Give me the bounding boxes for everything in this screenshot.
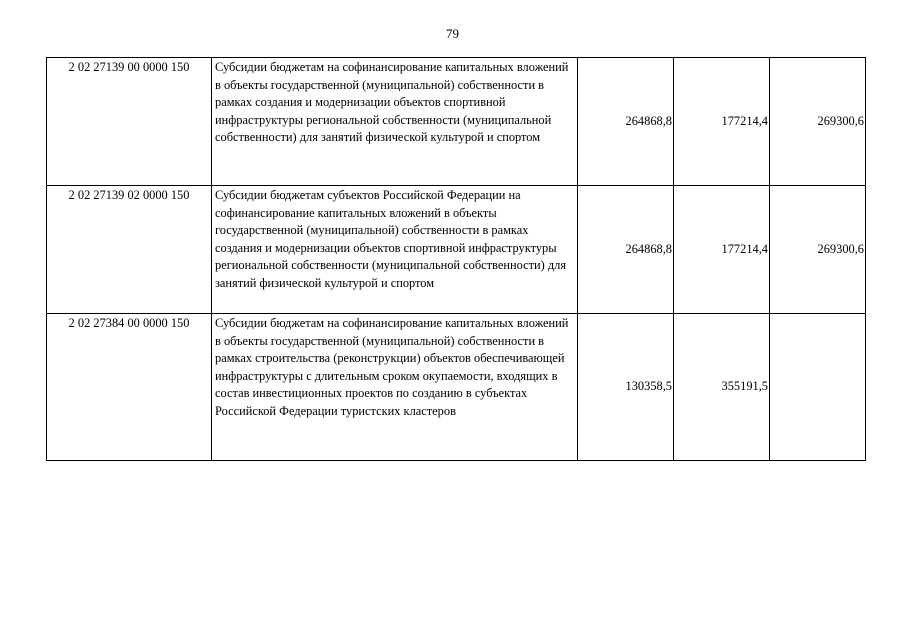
- revenue-name: Субсидии бюджетам на софинансирование капитальных вложений в объекты государственной (муниципальной) собственности в рамках строительства (реконструкции) объектов обеспечивающей инфраструктуры с длительным сроком окупаемости, входящих в состав инвестиционных проектов по созданию в субъектах Российской Федерации туристских кластеров: [215, 316, 569, 418]
- revenue-name-cell: [212, 314, 578, 461]
- amount-year-1-cell: [578, 314, 674, 461]
- budget-table: [46, 57, 866, 461]
- amount-year-1-cell: [578, 186, 674, 314]
- amount-year-2-cell: [674, 58, 770, 186]
- amount-year-1: 130358,5: [625, 379, 672, 394]
- amount-year-3-cell: [770, 314, 866, 461]
- amount-year-2: 177214,4: [721, 241, 768, 256]
- amount-year-3-cell: [770, 58, 866, 186]
- budget-code-cell: [47, 58, 212, 186]
- amount-year-2: 355191,5: [721, 379, 768, 394]
- page-number: 79: [446, 26, 459, 41]
- budget-code: 2 02 27139 02 0000 150: [68, 188, 190, 202]
- amount-year-3-cell: [770, 186, 866, 314]
- budget-code-cell: [47, 186, 212, 314]
- table-row: [47, 58, 866, 186]
- amount-year-2: 177214,4: [721, 113, 768, 128]
- revenue-name: Субсидии бюджетам субъектов Российской Федерации на софинансирование капитальных вложений в объекты государственной (муниципальной) собственности в рамках создания и модернизации объектов спортивной инфраструктуры региональной собственности (муниципальной собственности) для занятий физической культурой и спортом: [215, 188, 567, 290]
- amount-year-3: 269300,6: [817, 113, 864, 128]
- revenue-name: Субсидии бюджетам на софинансирование капитальных вложений в объекты государственной (муниципальной) собственности в рамках создания и модернизации объектов спортивной инфраструктуры региональной собственности (муниципальной собственности) для занятий физической культурой и спортом: [215, 60, 569, 145]
- budget-code-cell: [47, 314, 212, 461]
- revenue-name-cell: [212, 186, 578, 314]
- budget-code: 2 02 27384 00 0000 150: [68, 316, 190, 330]
- amount-year-1: 264868,8: [625, 241, 672, 256]
- budget-code: 2 02 27139 00 0000 150: [68, 60, 190, 74]
- table-row: [47, 186, 866, 314]
- amount-year-1: 264868,8: [625, 113, 672, 128]
- amount-year-2-cell: [674, 186, 770, 314]
- amount-year-2-cell: [674, 314, 770, 461]
- amount-year-1-cell: [578, 58, 674, 186]
- table-row: [47, 314, 866, 461]
- revenue-name-cell: [212, 58, 578, 186]
- amount-year-3: 269300,6: [817, 241, 864, 256]
